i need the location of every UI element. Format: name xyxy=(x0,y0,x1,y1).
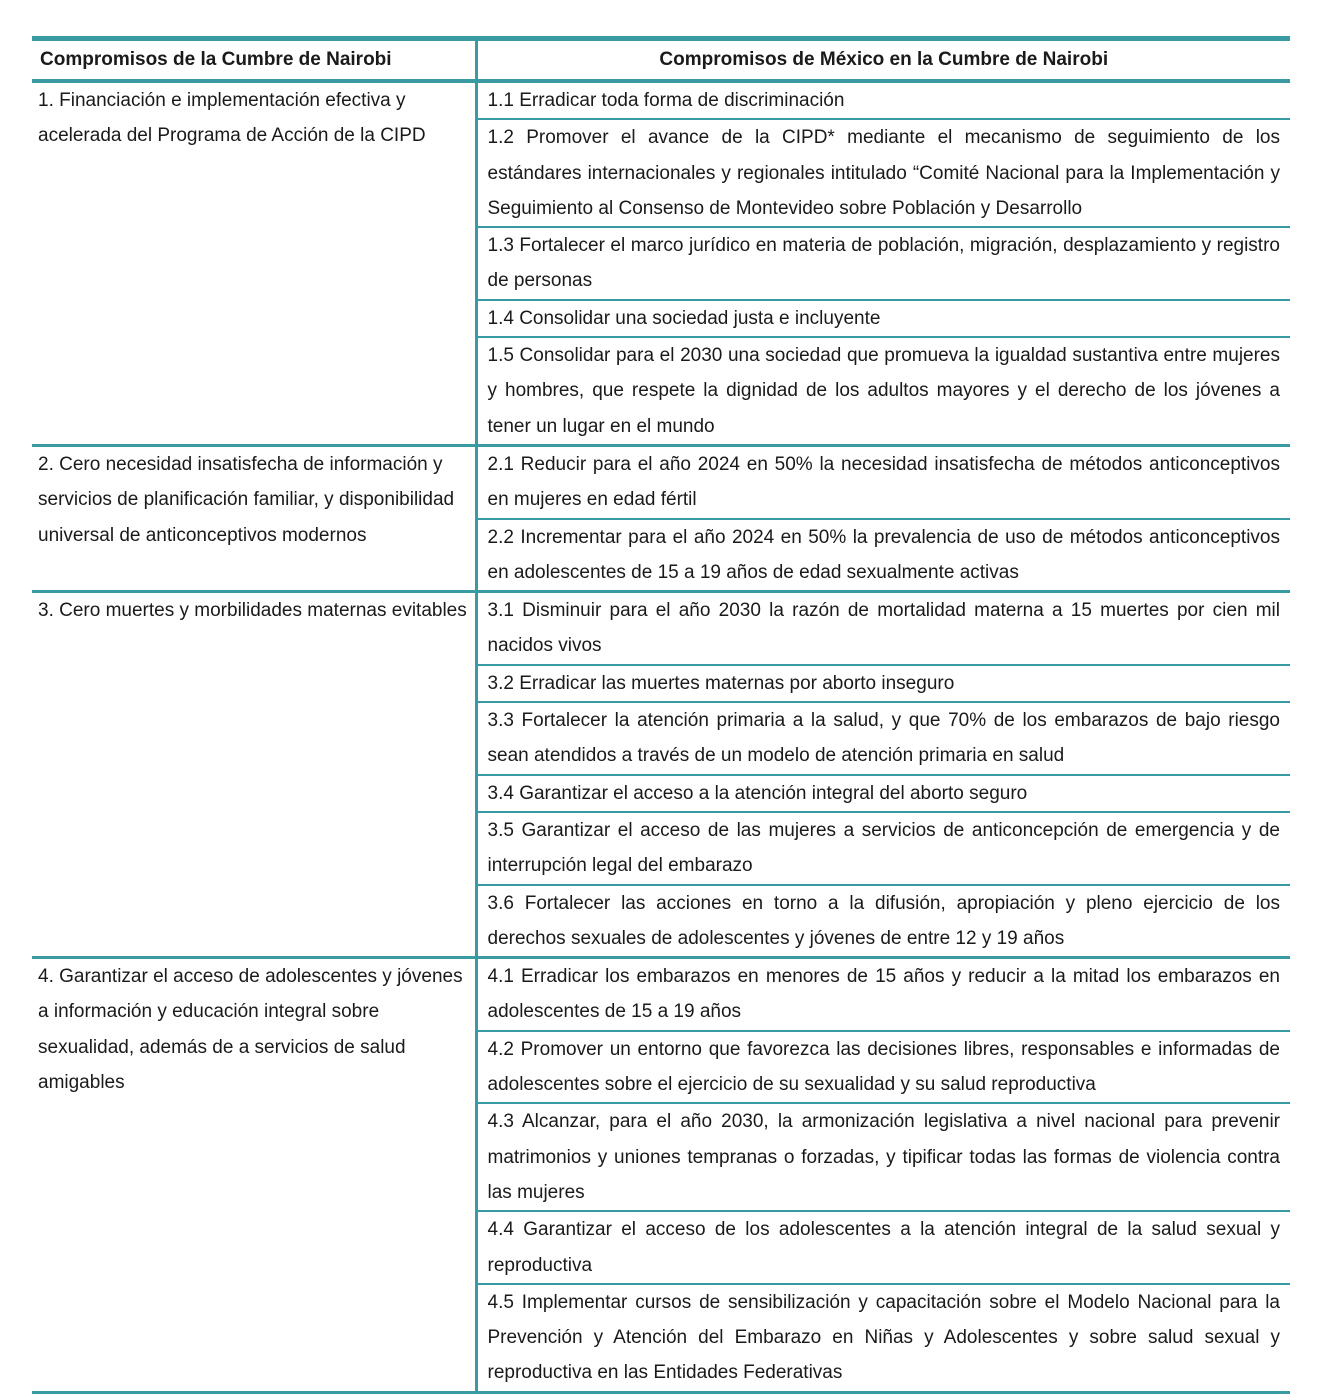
mexico-commitment-4-4: 4.4 Garantizar el acceso de los adolescentes a la atención integral de la salud sexual y reproductiva xyxy=(476,1211,1290,1284)
mexico-commitment-1-4: 1.4 Consolidar una sociedad justa e incluyente xyxy=(476,300,1290,337)
table-row xyxy=(32,81,1290,119)
nairobi-commitment-3: 3. Cero muertes y morbilidades maternas evitables xyxy=(32,592,476,958)
mexico-commitment-1-2: 1.2 Promover el avance de la CIPD* mediante el mecanismo de seguimiento de los estándares internacionales y regionales intitulado “Comité Nacional para la Implementación y Seguimiento al Consenso de Montevideo sobre Población y Desarrollo xyxy=(476,119,1290,227)
mexico-commitment-3-3: 3.3 Fortalecer la atención primaria a la salud, y que 70% de los embarazos de bajo riesgo sean atendidos a través de un modelo de atención primaria en salud xyxy=(476,702,1290,775)
mexico-commitment-1-3: 1.3 Fortalecer el marco jurídico en materia de población, migración, desplazamiento y registro de personas xyxy=(476,227,1290,300)
mexico-commitment-4-2: 4.2 Promover un entorno que favorezca las decisiones libres, responsables e informadas de adolescentes sobre el ejercicio de su sexualidad y su salud reproductiva xyxy=(476,1031,1290,1104)
table-row xyxy=(32,445,1290,518)
column-header-mexico: Compromisos de México en la Cumbre de Nairobi xyxy=(476,39,1290,82)
table-row xyxy=(32,958,1290,1031)
mexico-commitment-3-1: 3.1 Disminuir para el año 2030 la razón de mortalidad materna a 15 muertes por cien mil nacidos vivos xyxy=(476,592,1290,665)
mexico-commitment-3-4: 3.4 Garantizar el acceso a la atención integral del aborto seguro xyxy=(476,775,1290,812)
column-header-nairobi: Compromisos de la Cumbre de Nairobi xyxy=(32,39,476,82)
mexico-commitment-4-3: 4.3 Alcanzar, para el año 2030, la armonización legislativa a nivel nacional para prevenir matrimonios y uniones tempranas o forzadas, y tipificar todas las formas de violencia contra las mujeres xyxy=(476,1103,1290,1211)
commitments-table xyxy=(32,36,1290,1394)
mexico-commitment-3-6: 3.6 Fortalecer las acciones en torno a la difusión, apropiación y pleno ejercicio de los derechos sexuales de adolescentes y jóvenes de entre 12 y 19 años xyxy=(476,885,1290,958)
nairobi-commitment-2: 2. Cero necesidad insatisfecha de información y servicios de planificación familiar, y disponibilidad universal de anticonceptivos modernos xyxy=(32,445,476,591)
mexico-commitment-3-5: 3.5 Garantizar el acceso de las mujeres a servicios de anticoncepción de emergencia y de interrupción legal del embarazo xyxy=(476,812,1290,885)
mexico-commitment-2-2: 2.2 Incrementar para el año 2024 en 50% la prevalencia de uso de métodos anticonceptivos en adolescentes de 15 a 19 años de edad sexualmente activas xyxy=(476,519,1290,592)
mexico-commitment-2-1: 2.1 Reducir para el año 2024 en 50% la necesidad insatisfecha de métodos anticonceptivos en mujeres en edad fértil xyxy=(476,445,1290,518)
nairobi-commitment-1: 1. Financiación e implementación efectiva y acelerada del Programa de Acción de la CIPD xyxy=(32,81,476,445)
mexico-commitment-3-2: 3.2 Erradicar las muertes maternas por aborto inseguro xyxy=(476,665,1290,702)
nairobi-commitment-4: 4. Garantizar el acceso de adolescentes y jóvenes a información y educación integral sobre sexualidad, además de a servicios de salud amigables xyxy=(32,958,476,1393)
mexico-commitment-1-5: 1.5 Consolidar para el 2030 una sociedad que promueva la igualdad sustantiva entre mujeres y hombres, que respete la dignidad de los adultos mayores y el derecho de los jóvenes a tener un lugar en el mundo xyxy=(476,337,1290,445)
header-row xyxy=(32,39,1290,82)
table-row xyxy=(32,592,1290,665)
mexico-commitment-1-1: 1.1 Erradicar toda forma de discriminación xyxy=(476,81,1290,119)
mexico-commitment-4-1: 4.1 Erradicar los embarazos en menores de 15 años y reducir a la mitad los embarazos en adolescentes de 15 a 19 años xyxy=(476,958,1290,1031)
mexico-commitment-4-5: 4.5 Implementar cursos de sensibilización y capacitación sobre el Modelo Nacional para la Prevención y Atención del Embarazo en Niñas y Adolescentes y sobre salud sexual y reproductiva en las Entidades Federativas xyxy=(476,1284,1290,1392)
